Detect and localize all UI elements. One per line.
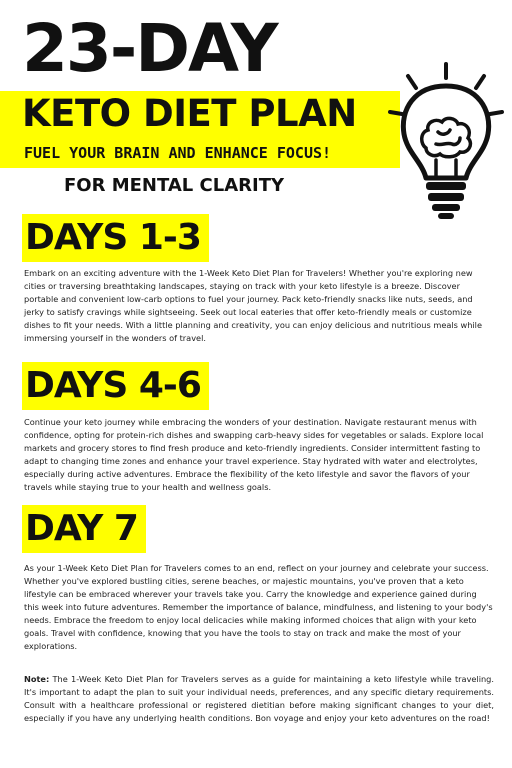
tagline: FUEL YOUR BRAIN AND ENHANCE FOCUS! xyxy=(24,144,332,162)
section-heading-days-4-6: DAYS 4-6 xyxy=(22,362,209,410)
section-body-days-1-3: Embark on an exciting adventure with the 1-Week Keto Diet Plan for Travelers! Whether you're exploring new cities or traversing breathtaking landscapes, staying on track with your keto lifestyle is a breeze. Discover portable and convenient low-carb options to fuel your journey. Pack keto-friendly snacks like nuts, seeds, and jerky to satisfy cravings while sightseeing. Seek out local eateries that offer keto-friendly meals or customize dishes to fit your needs. With a little planning and creativity, you can enjoy delicious and nutritious meals while immersing yourself in the wonders of travel. xyxy=(24,268,482,343)
disclaimer-note xyxy=(24,673,494,725)
note-body: The 1-Week Keto Diet Plan for Travelers serves as a guide for maintaining a keto lifestyle while traveling. It's important to adapt the plan to suit your individual needs, preferences, and any specific dietary requirements. Consult with a healthcare professional or registered dietitian before making significant changes to your diet, especially if you have any underlying health conditions. Bon voyage and enjoy your keto adventures on the road! xyxy=(24,674,494,723)
section-body-day-7: As your 1-Week Keto Diet Plan for Travelers comes to an end, reflect on your journey and celebrate your success. Whether you've explored bustling cities, serene beaches, or majestic mountains, you've proven that a keto lifestyle can be embraced wherever your travels take you. Carry the knowledge and experience gained during this week into future adventures. Remember the importance of balance, mindfulness, and listening to your body's needs. Embrace the freedom to enjoy local delicacies while making informed choices that align with your keto goals. Travel with confidence, knowing that you have the tools to stay on track and make the most of your explorations. xyxy=(24,563,493,651)
note-label: Note: xyxy=(24,674,50,684)
lightbulb-brain-icon xyxy=(386,62,506,222)
section-heading-days-1-3: DAYS 1-3 xyxy=(22,214,209,262)
page-title: 23-DAY xyxy=(22,10,277,87)
clarity-subheading: FOR MENTAL CLARITY xyxy=(64,175,285,196)
page-subtitle: KETO DIET PLAN xyxy=(22,92,357,135)
section-heading-day-7: DAY 7 xyxy=(22,505,146,553)
section-body-days-4-6: Continue your keto journey while embracing the wonders of your destination. Navigate restaurant menus with confidence, opting for protein-rich dishes and swapping carb-heavy sides for vegetables or salads. Explore local markets and grocery stores to find fresh produce and keto-friendly ingredients. Consider intermittent fasting to adapt to changing time zones and enhance your travel experience. Stay hydrated with water and electrolytes, especially during active adventures. Embrace the flexibility of the keto lifestyle and savor the flavors of your travels while staying true to your health and wellness goals. xyxy=(24,417,484,492)
